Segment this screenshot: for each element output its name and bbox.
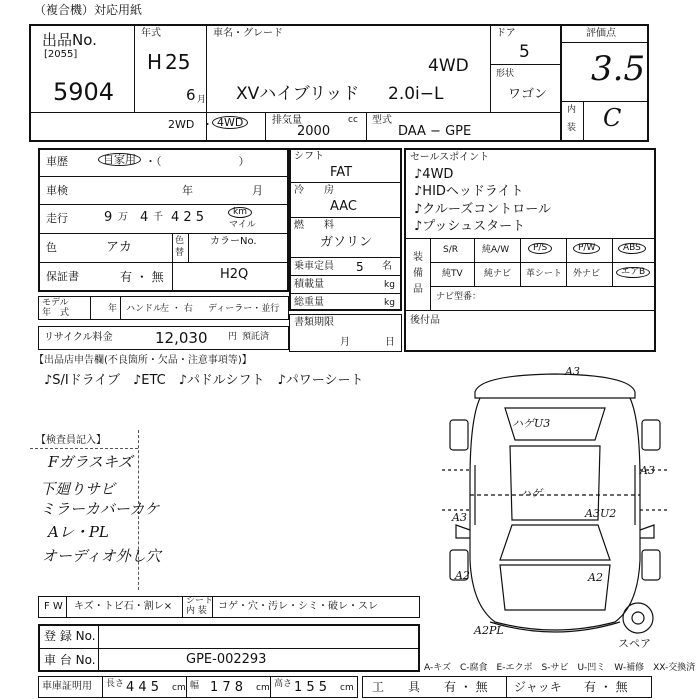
divider [404, 238, 656, 239]
model-code-label: 型式 [372, 115, 392, 126]
damage-mark: A2 [455, 569, 470, 582]
displacement-label: 排気量 [272, 115, 302, 126]
doc-period-day: 日 [385, 337, 395, 348]
length-label: 長さ [106, 679, 125, 689]
seat-label-2: 内 装 [186, 606, 207, 616]
history-label: 車歴 [46, 155, 68, 168]
divider [66, 596, 67, 618]
divider [270, 676, 271, 698]
shaken-label: 車検 [46, 184, 68, 197]
sales-item: ♪クルーズコントロール [414, 202, 551, 217]
tools-value: 有 ・ 無 [444, 680, 488, 694]
shaken-year: 年 [182, 184, 193, 197]
color-label: 色 [46, 241, 57, 254]
lot-sub: [2055] [44, 49, 78, 60]
divider [366, 112, 367, 142]
width-value: 1 7 8 [210, 680, 244, 695]
dealer-value: ディーラー・並行 [208, 304, 280, 314]
year-value: 25 [165, 50, 191, 74]
divider [430, 238, 431, 310]
damage-mark: ハゲU3 [512, 417, 551, 430]
equip-abs: ABS [618, 243, 646, 254]
mileage-label: 走行 [46, 212, 68, 225]
dimensions-label: 車庫証明用 [42, 681, 92, 692]
gross-unit: kg [384, 298, 395, 308]
displacement-unit: cc [348, 115, 358, 125]
chassis-label: 車 台 No. [44, 653, 96, 667]
registration-label: 登 録 No. [44, 629, 96, 643]
width-label: 幅 [190, 681, 200, 691]
grade-score-label: 評価点 [586, 28, 616, 39]
tools-label: 工 具 [372, 680, 421, 694]
damage-mark: A3 [565, 365, 580, 378]
shaken-month: 月 [252, 184, 263, 197]
capacity-value: 5 [356, 260, 364, 274]
grade-score: 3.5 [591, 49, 646, 89]
jack-value: 有 ・ 無 [584, 680, 628, 694]
equip-pw: P/W [573, 243, 600, 254]
divider [289, 217, 402, 218]
drive-4wd-circled: 4WD [212, 116, 248, 129]
capacity-label: 乗車定員 [294, 261, 334, 272]
divider [289, 293, 402, 294]
divider [566, 238, 567, 286]
inspector-note: Fガラスキズ [48, 453, 133, 471]
equip-leather: 革シート [526, 269, 563, 279]
spare-label: スペア [618, 637, 651, 650]
doc-period-label: 書類期限 [294, 317, 334, 328]
divider [612, 238, 613, 286]
chassis-number: GPE-002293 [186, 652, 267, 667]
inspector-label: 【検査員記入】 [36, 435, 106, 446]
inspector-note: 下廻りサビ [40, 480, 116, 498]
damage-mark: A2PL [474, 624, 504, 637]
damage-mark: A2 [588, 571, 603, 584]
gross-label: 総重量 [294, 297, 324, 308]
mileage-sen-unit: 千 [153, 212, 163, 223]
divider [289, 275, 402, 276]
sales-item: ♪4WD [414, 167, 454, 182]
divider [289, 182, 402, 183]
divider [490, 64, 560, 65]
drive-dot: ・ [202, 118, 213, 131]
navi-model-label: ナビ型番： [436, 292, 482, 302]
model-year-label-2: 年 式 [42, 308, 70, 318]
equip-airbag: エアB [616, 267, 650, 278]
inspector-note: ミラーカバーカケ [40, 500, 160, 518]
year-era: H [147, 50, 163, 74]
interior-label-2: 装 [567, 123, 577, 133]
damage-mark: ハゲ [520, 487, 542, 500]
divider [561, 101, 649, 102]
divider [186, 676, 187, 698]
equip-alloy: 純A/W [482, 245, 510, 255]
divider [404, 310, 656, 311]
divider [506, 676, 507, 698]
recycle-note: 預託済 [242, 332, 270, 342]
fuel-label: 燃 料 [294, 220, 334, 231]
lot-label: 出品No. [42, 31, 97, 49]
doc-period-month: 月 [340, 337, 350, 348]
year-month-unit: 月 [197, 95, 207, 105]
year-label: 年式 [141, 28, 161, 39]
divider [38, 176, 289, 177]
equip-sunroof: S/R [443, 245, 458, 255]
top-info-frame [29, 24, 649, 142]
mileage-rest: 4 2 5 [171, 210, 205, 225]
aircon-label: 冷 房 [294, 185, 334, 196]
handle-label: ハンドル [126, 304, 163, 314]
equip-label-3: 品 [413, 284, 423, 295]
recycle-unit: 円 [228, 332, 238, 342]
damage-mark: A3 [640, 464, 655, 477]
drive-type: 4WD [428, 56, 469, 76]
warranty-label: 保証書 [46, 270, 79, 283]
divider [120, 296, 121, 320]
equip-tv: 純TV [442, 269, 463, 279]
width-unit: cm [256, 683, 270, 693]
divider [38, 233, 289, 234]
damage-mark: A3U2 [585, 507, 617, 520]
divider [490, 24, 491, 112]
sales-item: ♪プッシュスタート [414, 219, 526, 234]
displacement-value: 2000 [297, 124, 331, 139]
equip-navi: 純ナビ [484, 269, 512, 279]
model-year-label-1: モデル [42, 298, 69, 308]
inspector-note: オーディオ外し穴 [42, 547, 161, 565]
recycle-value: 12,030 [155, 329, 208, 347]
divider [134, 24, 135, 112]
mileage-sen: 4 [140, 210, 149, 225]
color-change-label-1: 色 [175, 236, 185, 246]
model-code: DAA − GPE [398, 124, 472, 139]
height-label: 高さ [274, 679, 293, 689]
length-value: 4 4 5 [126, 680, 160, 695]
fw-label: F W [44, 601, 63, 612]
divider [38, 262, 289, 263]
shift-value: FAT [330, 165, 353, 180]
shape-value: ワゴン [508, 87, 548, 102]
divider [29, 112, 560, 113]
model-name: XVハイブリッド [236, 84, 360, 104]
drive-2wd: 2WD [168, 118, 195, 131]
divider [98, 624, 99, 672]
divider [430, 262, 656, 263]
warranty-value: 有 ・ 無 [120, 270, 164, 284]
car-damage-diagram [420, 360, 690, 645]
damage-mark: A3 [452, 511, 467, 524]
seat-label-1: シート [186, 596, 214, 606]
fw-items: キズ・トビ石・割レ× [74, 601, 173, 612]
divider [102, 676, 103, 698]
form-header: （複合機）対応用紙 [34, 3, 143, 17]
history-value: 自家用 [98, 153, 141, 166]
equip-ext-navi: 外ナビ [573, 269, 601, 279]
recycle-label: リサイクル料金 [44, 332, 113, 343]
sales-label: セールスポイント [410, 152, 490, 163]
divider [520, 238, 521, 286]
inspector-note: Aレ・PL [48, 523, 109, 541]
divider [265, 112, 266, 142]
aircon-value: AAC [330, 199, 357, 214]
equip-ps: P/S [528, 243, 552, 254]
height-value: 1 5 5 [294, 680, 328, 695]
height-unit: cm [340, 683, 354, 693]
load-unit: kg [384, 280, 395, 290]
inspector-area-line [30, 448, 138, 450]
divider [38, 204, 289, 205]
model-year-unit: 年 [108, 304, 118, 314]
mileage-unit-km: km [228, 207, 252, 218]
divider [430, 286, 656, 287]
lot-number: 5904 [53, 78, 115, 106]
divider [182, 596, 183, 618]
name-label: 車名・グレード [213, 28, 283, 39]
door-label: ドア [496, 28, 516, 39]
load-label: 積載量 [294, 279, 324, 290]
divider [289, 257, 402, 258]
length-unit: cm [172, 683, 186, 693]
mileage-man-unit: 万 [118, 212, 128, 223]
handle-value: 左 ・ 右 [160, 304, 193, 314]
damage-legend: A-キズ C-腐食 E-エクボ S-サビ U-凹ミ W-補修 XX-交換済 [424, 663, 696, 673]
color-change-label-2: 替 [175, 248, 185, 258]
divider [38, 648, 420, 649]
year-month: 6 [186, 86, 196, 104]
seat-items: コゲ・穴・汚レ・シミ・破レ・スレ [218, 601, 378, 612]
divider [561, 42, 649, 43]
shift-label: シフト [294, 151, 324, 162]
history-suffix: ・（ ） [145, 155, 250, 168]
interior-label-1: 内 [567, 105, 577, 115]
capacity-unit: 名 [382, 261, 392, 272]
mileage-man: 9 [104, 210, 113, 225]
color-value: アカ [106, 240, 132, 255]
retrofit-label: 後付品 [410, 315, 440, 326]
divider [188, 233, 189, 262]
door-value: 5 [519, 42, 530, 62]
sales-item: ♪HIDヘッドライト [414, 184, 524, 199]
interior-grade: C [603, 104, 622, 132]
color-no-label: カラーNo. [210, 236, 257, 247]
divider [90, 296, 91, 320]
divider [583, 101, 584, 142]
divider [172, 233, 173, 292]
jack-label: ジャッキ [514, 680, 562, 694]
seller-notes-text: ♪S/Iドライブ ♪ETC ♪パドルシフト ♪パワーシート [44, 373, 364, 388]
color-no-value: H2Q [220, 267, 249, 282]
shape-label: 形状 [496, 69, 515, 79]
grade-name: 2.0i−L [388, 84, 444, 104]
seller-notes-label: 【出品店申告欄(不良箇所・欠品・注意事項等)】 [34, 355, 252, 366]
equip-label-1: 装 [413, 252, 423, 263]
equip-label-2: 備 [413, 268, 423, 279]
fuel-value: ガソリン [320, 235, 373, 250]
divider [474, 238, 475, 286]
mileage-unit-mile: マイル [229, 220, 256, 230]
